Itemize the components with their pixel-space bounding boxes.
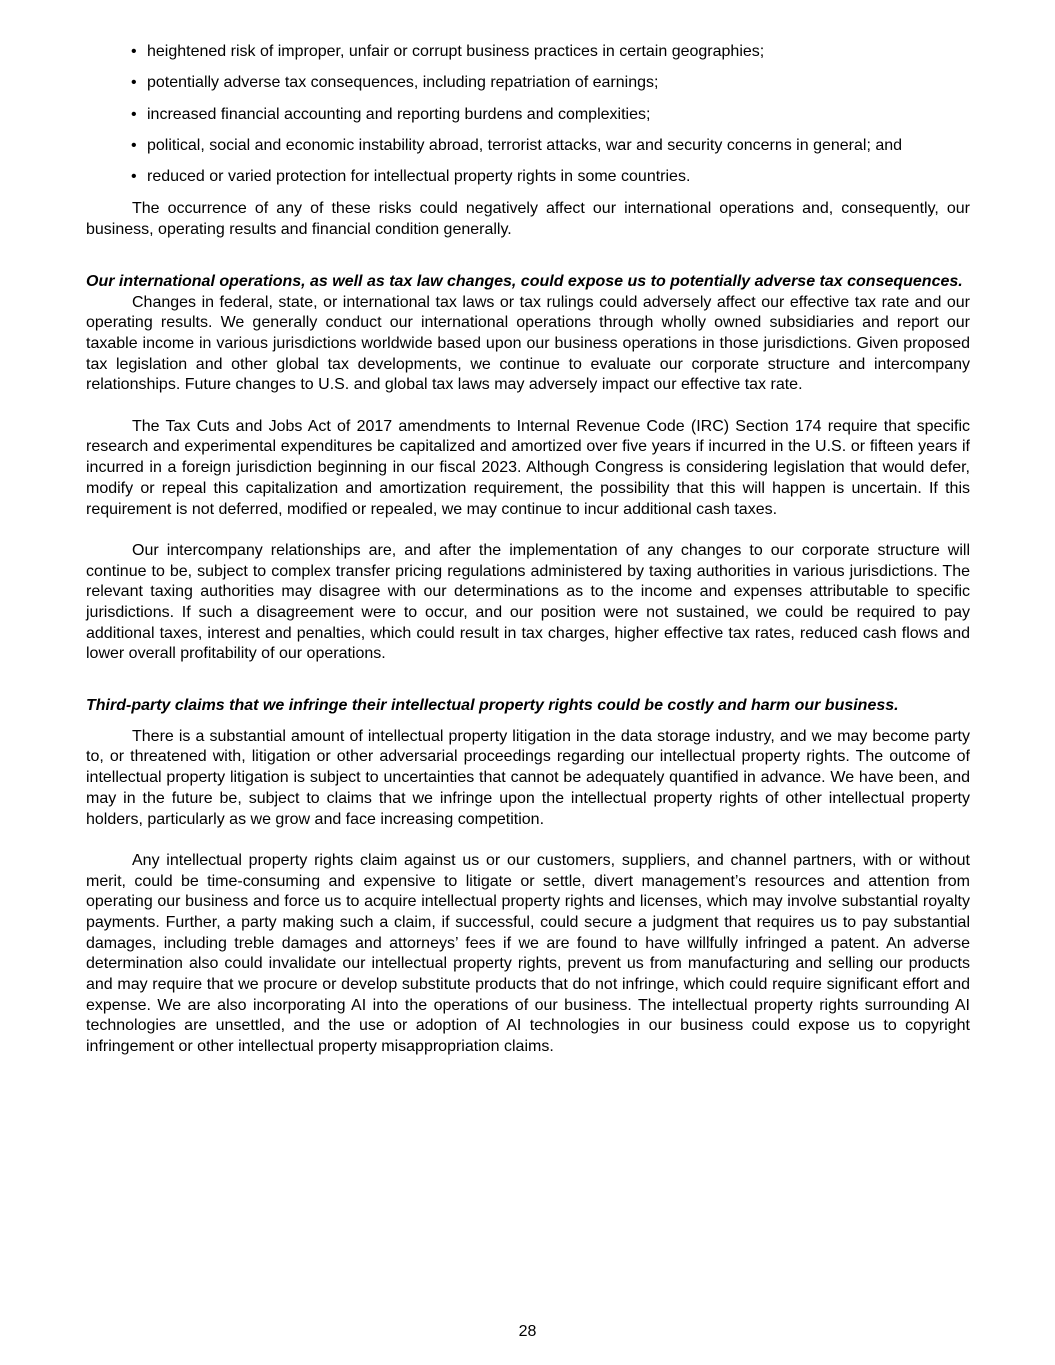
bullet-text: increased financial accounting and reporting burdens and complexities;	[147, 105, 651, 123]
ip-paragraph-1: There is a substantial amount of intellectual property litigation in the data storage industry, and we may become party to, or threatened with, litigation or other adversarial proceedings regarding our intellectual property rights. The outcome of intellectual property litigation is subject to uncertainties that cannot be adequately quantified in advance. We have been, and may in the future be, subject to claims that we infringe upon the intellectual property rights of other intellectual property holders, particularly as we grow and face increasing competition.	[86, 727, 970, 828]
tax-paragraph-2: The Tax Cuts and Jobs Act of 2017 amendments to Internal Revenue Code (IRC) Section 174 require that specific research and experimental expenditures be capitalized and amortized over five years if incurred in the U.S. or fifteen years if incurred in a foreign jurisdiction beginning in our fiscal 2023. Although Congress is considering legislation that would defer, modify or repeal this capitalization and amortization requirement, the possibility that this will happen is uncertain. If this requirement is not deferred, modified or repealed, we may continue to incur additional cash taxes.	[86, 417, 970, 518]
bullet-text: heightened risk of improper, unfair or corrupt business practices in certain geographies;	[147, 43, 765, 60]
tax-paragraph-3: Our intercompany relationships are, and after the implementation of any changes to our corporate structure will continue to be, subject to complex transfer pricing regulations administered by taxing authorities in various jurisdictions. The relevant taxing authorities may disagree with our determinations as to the income and expenses attributable to specific jurisdictions. If such a disagreement were to occur, and our position were not sustained, we could be required to pay additional taxes, interest and penalties, which could result in tax charges, higher effective tax rates, reduced cash flows and lower overall profitability of our operations.	[86, 541, 970, 663]
list-item	[86, 136, 970, 157]
bullet-text: political, social and economic instability abroad, terrorist attacks, war and security concerns in general; and	[147, 136, 903, 154]
tax-section-heading: Our international operations, as well as tax law changes, could expose us to potentially adverse tax consequences.	[86, 272, 963, 290]
document-page	[86, 42, 970, 1058]
bullet-icon: •	[131, 105, 137, 123]
page-number: 28	[518, 1323, 537, 1340]
bullet-icon: •	[131, 43, 137, 60]
risk-bullet-list	[86, 42, 970, 188]
list-item	[86, 167, 970, 188]
bullet-icon: •	[131, 74, 137, 92]
bullet-text: potentially adverse tax consequences, including repatriation of earnings;	[147, 74, 659, 92]
list-item	[86, 42, 970, 63]
list-item	[86, 73, 970, 94]
bullet-icon: •	[131, 168, 137, 186]
ip-section-heading: Third-party claims that we infringe their intellectual property rights could be costly and harm our business.	[86, 697, 899, 715]
list-item	[86, 105, 970, 126]
tax-paragraph-1: Changes in federal, state, or international tax laws or tax rulings could adversely affect our effective tax rate and our operating results. We generally conduct our international operations through wholly owned subsidiaries and report our taxable income in various jurisdictions worldwide based upon our business operations in those jurisdictions. Given proposed tax legislation and other global tax developments, we continue to evaluate our corporate structure and intercompany relationships. Future changes to U.S. and global tax laws may adversely impact our effective tax rate.	[86, 293, 970, 394]
bullet-icon: •	[131, 136, 137, 154]
bullet-text: reduced or varied protection for intellectual property rights in some countries.	[147, 168, 691, 186]
intro-paragraph: The occurrence of any of these risks could negatively affect our international operations and, consequently, our business, operating results and financial condition generally.	[86, 200, 970, 239]
ip-paragraph-2: Any intellectual property rights claim against us or our customers, suppliers, and channel partners, with or without merit, could be time-consuming and expensive to litigate or settle, divert management’s resources and attention from operating our business and force us to acquire intellectual property rights and licenses, which may involve substantial royalty payments. Further, a party making such a claim, if successful, could secure a judgment that requires us to pay substantial damages, including treble damages and attorneys’ fees if we are found to have willfully infringed a patent. An adverse determination also could invalidate our intellectual property rights, prevent us from manufacturing and selling our products and may require that we procure or develop substitute products that do not infringe, which could require significant effort and expense. We are also incorporating AI into the operations of our business. The intellectual property rights surrounding AI technologies are unsettled, and the use or adoption of AI technologies in our business could expose us to copyright infringement or other intellectual property misappropriation claims.	[86, 851, 970, 1056]
